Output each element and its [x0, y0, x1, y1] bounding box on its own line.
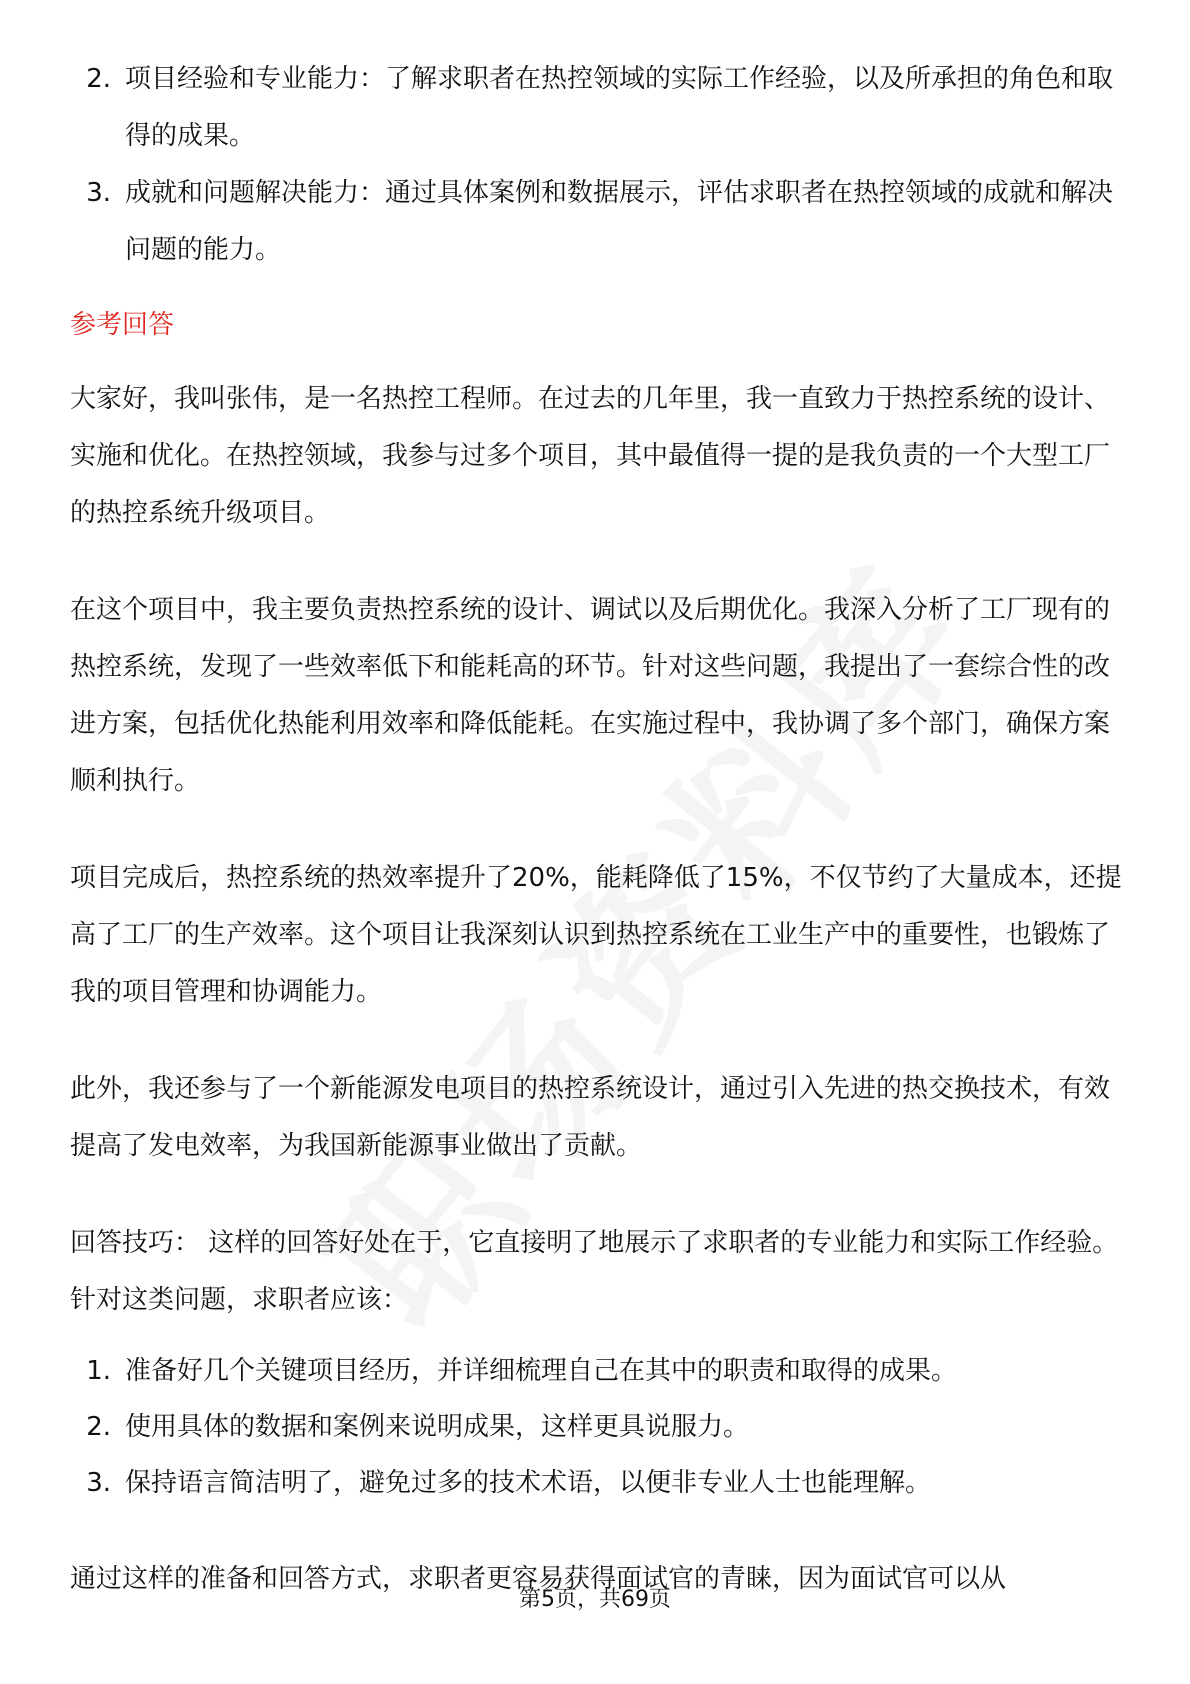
list-text: 准备好几个关键项目经历，并详细梳理自己在其中的职责和取得的成果。 — [125, 1356, 958, 1386]
list-item — [70, 1343, 1125, 1399]
list-number: 1. — [86, 1356, 111, 1386]
list-text: 成就和问题解决能力：通过具体案例和数据展示，评估求职者在热控领域的成就和解决问题的能力。 — [125, 178, 1114, 265]
content — [70, 51, 1125, 1608]
list-text: 使用具体的数据和案例来说明成果，这样更具说服力。 — [125, 1412, 750, 1442]
closing-paragraph: 通过这样的准备和回答方式，求职者更容易获得面试官的青睐，因为面试官可以从 — [70, 1564, 1007, 1594]
list-number: 3. — [86, 1468, 111, 1498]
list-item — [70, 51, 1125, 165]
top-numbered-list — [70, 51, 1125, 279]
list-item — [70, 165, 1125, 279]
list-text: 项目经验和专业能力：了解求职者在热控领域的实际工作经验，以及所承担的角色和取得的成果。 — [125, 64, 1114, 151]
page-footer: 第5页，共69页 — [519, 1587, 671, 1612]
list-item — [70, 1455, 1125, 1511]
list-text: 保持语言简洁明了，避免过多的技术术语，以便非专业人士也能理解。 — [125, 1468, 932, 1498]
list-item — [70, 1399, 1125, 1455]
list-number: 3. — [86, 178, 111, 208]
paragraph: 项目完成后，热控系统的热效率提升了20%，能耗降低了15%，不仅节约了大量成本，还提高了工厂的生产效率。这个项目让我深刻认识到热控系统在工业生产中的重要性，也锻炼了我的项目管理和协调能力。 — [70, 863, 1122, 1007]
tips-numbered-list — [70, 1343, 1125, 1511]
paragraph: 此外，我还参与了一个新能源发电项目的热控系统设计，通过引入先进的热交换技术，有效提高了发电效率，为我国新能源事业做出了贡献。 — [70, 1074, 1111, 1161]
answer-tips-paragraph: 回答技巧： 这样的回答好处在于，它直接明了地展示了求职者的专业能力和实际工作经验。针对这类问题，求职者应该： — [70, 1228, 1119, 1315]
section-heading: 参考回答 — [70, 310, 175, 340]
list-number: 2. — [86, 1412, 111, 1442]
paragraph: 在这个项目中，我主要负责热控系统的设计、调试以及后期优化。我深入分析了工厂现有的热控系统，发现了一些效率低下和能耗高的环节。针对这些问题，我提出了一套综合性的改进方案，包括优化热能利用效率和降低能耗。在实施过程中，我协调了多个部门，确保方案顺利执行。 — [70, 595, 1111, 796]
paragraph: 大家好，我叫张伟，是一名热控工程师。在过去的几年里，我一直致力于热控系统的设计、实施和优化。在热控领域，我参与过多个项目，其中最值得一提的是我负责的一个大型工厂的热控系统升级项目。 — [70, 384, 1111, 528]
list-number: 2. — [86, 64, 111, 94]
